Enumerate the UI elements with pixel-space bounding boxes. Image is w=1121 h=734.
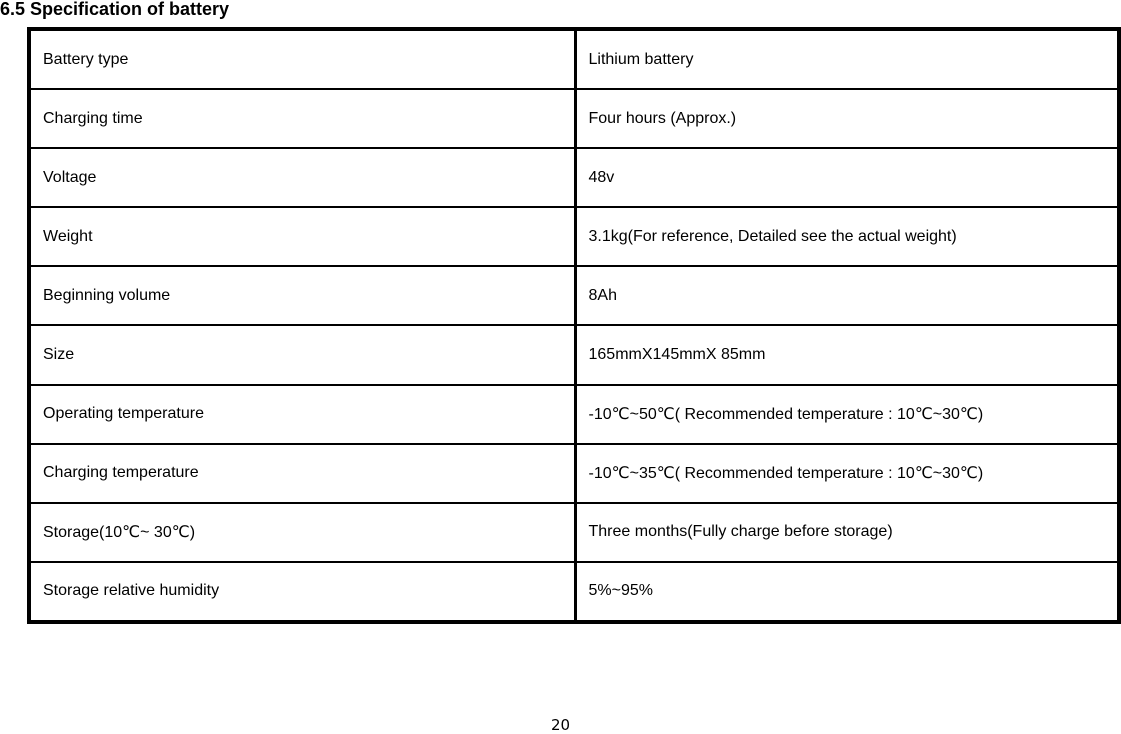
spec-label: Operating temperature (29, 385, 575, 444)
spec-label: Weight (29, 207, 575, 266)
table-row (29, 385, 1119, 444)
spec-value: -10℃~50℃( Recommended temperature : 10℃~30℃) (575, 385, 1119, 444)
spec-value: 5%~95% (588, 582, 653, 600)
spec-value: 165mmX145mmX 85mm (575, 325, 1119, 384)
spec-label: Voltage (29, 148, 575, 207)
table-row (29, 444, 1119, 503)
table-row (29, 148, 1119, 207)
spec-value: 48v (575, 148, 1119, 207)
spec-label: Beginning volume (29, 266, 575, 325)
spec-label: Battery type (29, 29, 575, 89)
battery-spec-table (27, 27, 1121, 624)
spec-label: Storage relative humidity (29, 562, 575, 622)
table-row (29, 207, 1119, 266)
table-row (29, 503, 1119, 562)
spec-label: Storage(10℃~ 30℃) (29, 503, 575, 562)
table-row (29, 266, 1119, 325)
spec-value: -10℃~35℃( Recommended temperature : 10℃~30℃) (575, 444, 1119, 503)
spec-value: Four hours (Approx.) (575, 89, 1119, 148)
table-row (29, 562, 1119, 622)
spec-value: Lithium battery (575, 29, 1119, 89)
spec-label: Size (29, 325, 575, 384)
table-row (29, 325, 1119, 384)
spec-value: 3.1kg(For reference, Detailed see the actual weight) (575, 207, 1119, 266)
table-row (29, 89, 1119, 148)
spec-label: Charging temperature (29, 444, 575, 503)
section-title: 6.5 Specification of battery (0, 0, 230, 19)
page-number: 20 (550, 716, 571, 734)
spec-label: Charging time (29, 89, 575, 148)
spec-value: 8Ah (575, 266, 1119, 325)
table-row (29, 29, 1119, 89)
spec-value: Three months(Fully charge before storage) (575, 503, 1119, 562)
